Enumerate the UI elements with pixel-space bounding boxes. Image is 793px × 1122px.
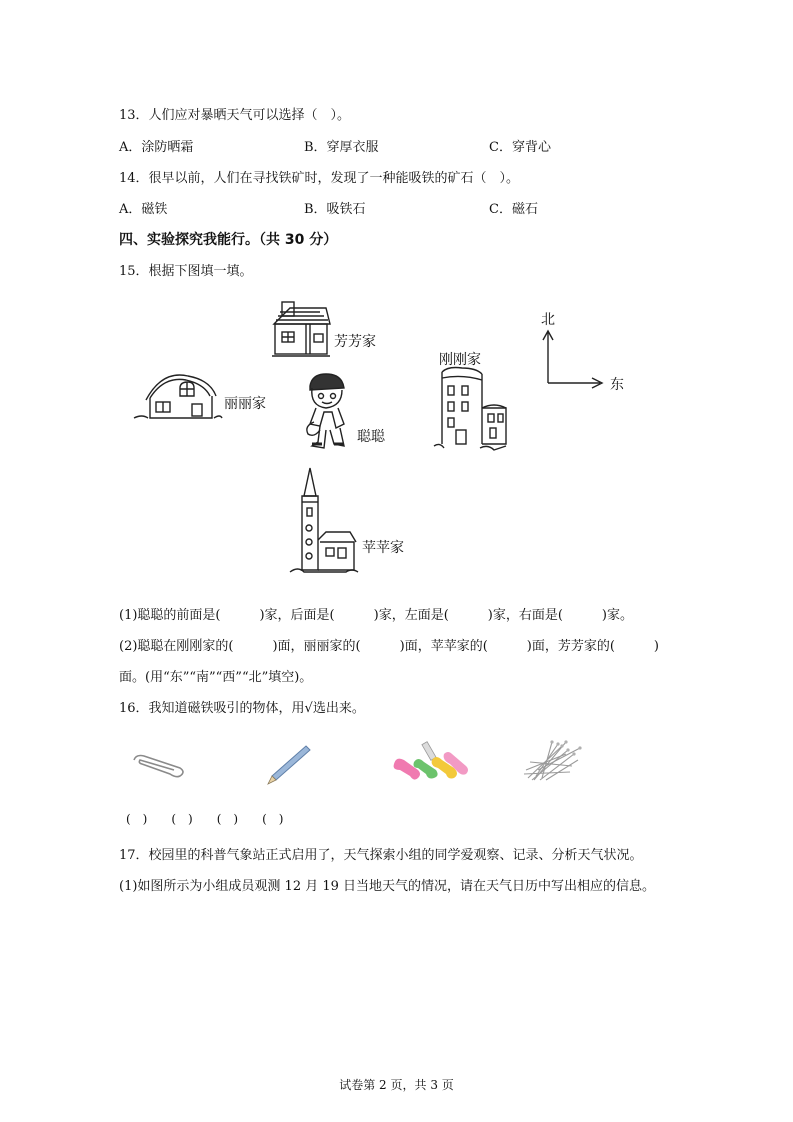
q17-stem: 17．校园里的科普气象站正式启用了，天气探索小组的同学爱观察、记录、分析天气状况。 [119,848,643,863]
pins-icon [522,740,582,782]
q15-sub2-line2: 面。(用“东”“南”“西”“北”填空)。 [119,670,313,685]
compass-north-label: 北 [541,312,555,328]
plastic-clips-icon [392,740,472,784]
q16-stem: 16．我知道磁铁吸引的物体，用√选出来。 [119,701,365,716]
q17-sub1: (1)如图所示为小组成员观测 12 月 19 日当地天气的情况，请在天气日历中写出相应的信息。 [119,879,656,894]
q15-stem: 15．根据下图填一填。 [119,264,253,279]
paperclip-icon [130,752,186,778]
q14-option-a: A．磁铁 [119,202,168,217]
q15-sub2-line1: (2)聪聪在刚刚家的( )面，丽丽家的( )面，苹苹家的( )面，芳芳家的( ) [119,639,659,654]
page-footer: 试卷第 2 页，共 3 页 [339,1078,454,1092]
q13-option-b: B．穿厚衣服 [304,140,379,155]
q14-option-c: C．磁石 [489,202,538,217]
q13-stem: 13．人们应对暴晒天气可以选择（ ）。 [119,108,351,123]
q16-answer-row: ( ) ( ) ( ) ( ) [126,812,284,826]
congcong-label: 聪聪 [357,429,385,445]
q14-option-b: B．吸铁石 [304,202,366,217]
compass-arrows-icon [538,328,608,388]
q15-sub1: (1)聪聪的前面是( )家，后面是( )家，左面是( )家，右面是( )家。 [119,608,633,623]
gangang-building-icon [432,364,510,452]
gangang-label: 刚刚家 [439,352,481,368]
pingping-label: 苹苹家 [362,540,404,556]
lili-house-icon [132,372,222,424]
pencil-icon [266,744,312,786]
fangfang-label: 芳芳家 [334,334,376,350]
fangfang-house-icon [270,300,332,358]
section-title: 四、实验探究我能行。（共 30 分） [119,232,338,248]
lili-label: 丽丽家 [224,396,266,412]
pingping-tower-icon [286,466,360,578]
q13-option-c: C．穿背心 [489,140,551,155]
congcong-boy-icon [298,372,352,450]
compass-east-label: 东 [610,377,624,393]
q14-stem: 14．很早以前，人们在寻找铁矿时，发现了一种能吸铁的矿石（ ）。 [119,171,520,186]
q13-option-a: A．涂防晒霜 [119,140,194,155]
